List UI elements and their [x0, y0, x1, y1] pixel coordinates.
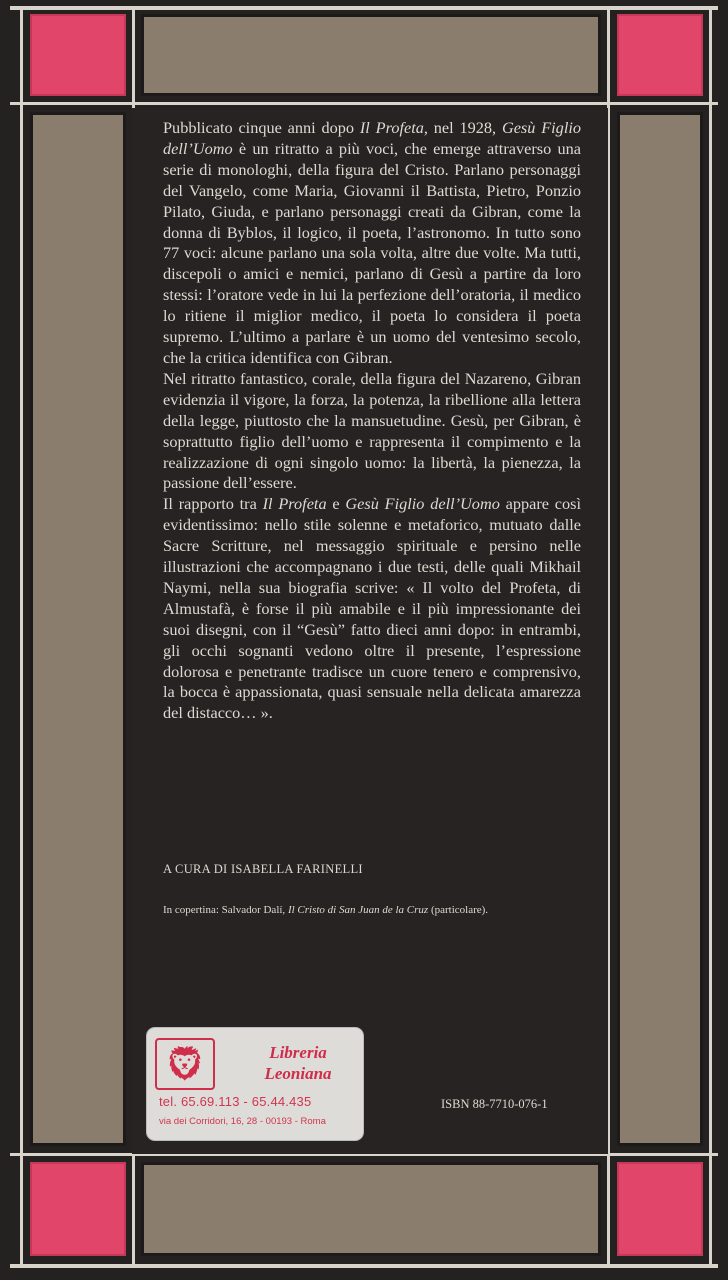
paragraph-text: è un ritratto a più voci, che emerge attraverso una serie di monologhi, della figura del Cristo. Parlano personaggi del Vangelo, come Maria, Giovanni il Battista, Pietro, Ponzio Pilato, Giuda, e parlano personaggi creati da Gibran, come la donna di Byblos, il logico, il poeta, l’astronomo. In tutto sono 77 voci: alcune parlano una sola volta, altre due volte. Ma tutti, discepoli o amici e nemici, parlano di Gesù a partire da loro stessi: l’oratore vede in lui la perfezione dell’oratoria, il medico lo ritiene il miglior medico, il poeta lo considera il poeta supremo. L’ultimo a parlare è un uomo del ventesimo secolo, che la critica identifica con Gibran. [163, 138, 581, 367]
editor-credit: A CURA DI ISABELLA FARINELLI [163, 862, 363, 876]
cover-illustration-note [163, 904, 593, 916]
panel-left [30, 112, 126, 1146]
blurb-paragraph [163, 369, 581, 494]
paragraph-text: Pubblicato cinque anni dopo [163, 118, 360, 137]
corner-square-top-left [30, 14, 126, 96]
bookstore-sticker [147, 1028, 363, 1140]
panel-bottom [141, 1162, 601, 1256]
blurb-paragraph [163, 118, 581, 369]
paragraph-text: , nel 1928, [423, 118, 502, 137]
book-title-text: Gesù Figlio dell’Uomo [163, 118, 582, 158]
cover-note-suffix: (particolare). [428, 904, 489, 916]
frame-line-bottom [10, 1264, 718, 1268]
bookstore-address: via dei Corridori, 16, 28 - 00193 - Roma [159, 1116, 326, 1127]
bookstore-name-line1: Libreria [269, 1043, 327, 1062]
frame-line-right [709, 6, 712, 1268]
corner-square-bottom-right [617, 1162, 703, 1256]
isbn-number: ISBN 88-7710-076-1 [441, 1097, 548, 1111]
frame-line-inner-top [10, 102, 718, 105]
paragraph-text: Nel ritratto fantastico, corale, della figura del Nazareno, Gibran evidenzia il vigore, la forza, la potenza, la ribellione alla lettera della legge, piuttosto che la mansuetudine. Gesù, per Gibran, è soprattutto figlio dell’uomo e rappresenta il compimento e la realizzazione di ogni singolo uomo: la libertà, la pienezza, la passione dell’essere. [163, 368, 581, 493]
bookstore-phone: tel. 65.69.113 - 65.44.435 [159, 1094, 312, 1109]
blurb-text [163, 118, 581, 724]
panel-right [617, 112, 703, 1146]
bookstore-name [239, 1042, 357, 1084]
corner-square-bottom-left [30, 1162, 126, 1256]
panel-top [141, 14, 601, 96]
cover-note-title: Il Cristo di San Juan de la Cruz [287, 904, 429, 916]
frame-line-top [10, 6, 718, 10]
book-title-text: Il Profeta [359, 118, 424, 137]
corner-square-top-right [617, 14, 703, 96]
paragraph-text: Il rapporto tra [163, 494, 263, 514]
book-title-text: Il Profeta [262, 494, 327, 514]
book-title-text: Gesù Figlio dell’Uomo [345, 494, 500, 514]
paragraph-text: appare così evidentissimo: nello stile solenne e metaforico, mutuato dalle Sacre Scritture, nel messaggio spirituale e persino nelle illustrazioni che accompagnano i due testi, delle quali Mikhail Naymi, nella sua biografia scrive: « Il volto del Profeta, di Almustafà, è forse il più amabile e il più impressionante dei suoi disegni, con il “Gesù” fatto dieci anni dopo: in entrambi, gli occhi sognanti vedono oltre il presente, l’espressione dolorosa e penetrante tradisce un cuore tenero e comprensivo, la bocca è appassionata, quasi sensuale nella delicata amarezza del distacco… ». [163, 494, 582, 723]
blurb-paragraph [163, 494, 581, 724]
lion-icon: 🦁︎ [155, 1038, 215, 1090]
cover-note-prefix: In copertina: Salvador Dalí, [163, 904, 288, 916]
paragraph-text: e [326, 494, 346, 514]
bookstore-name-line2: Leoniana [264, 1064, 332, 1083]
frame-line-left [20, 6, 23, 1268]
